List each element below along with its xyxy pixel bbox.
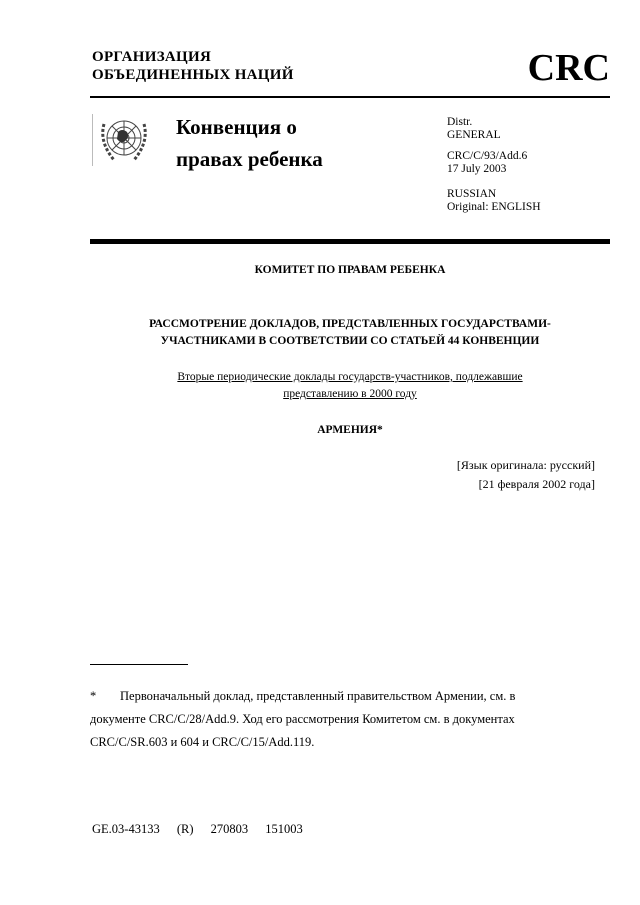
org-line-1: ОРГАНИЗАЦИЯ xyxy=(92,49,212,65)
subheading-line-1: Вторые периодические доклады государств-участников, подлежавшие xyxy=(177,371,523,383)
heading-line-1: РАССМОТРЕНИЕ ДОКЛАДОВ, ПРЕДСТАВЛЕННЫХ ГОСУДАРСТВАМИ- xyxy=(149,318,551,330)
document-symbol-large: CRC xyxy=(527,47,610,89)
heading-line-2: УЧАСТНИКАМИ В СООТВЕТСТВИИ СО СТАТЬЕЙ 44 КОНВЕНЦИИ xyxy=(160,335,540,347)
language-info xyxy=(447,188,541,214)
footer-date-2: 151003 xyxy=(265,822,303,836)
doc-symbol: CRC/C/93/Add.6 xyxy=(447,150,528,162)
thick-divider xyxy=(90,239,610,244)
header-divider xyxy=(90,96,610,98)
un-emblem-icon xyxy=(96,112,152,168)
doc-date: 17 July 2003 xyxy=(447,163,507,175)
main-heading xyxy=(90,316,610,350)
committee-heading: КОМИТЕТ ПО ПРАВАМ РЕБЕНКА xyxy=(254,264,446,276)
org-line-2: ОБЪЕДИНЕННЫХ НАЦИЙ xyxy=(92,67,294,83)
footnote-text: Первоначальный доклад, представленный правительством Армении, см. в документе CRC/C/28/Add.9. Ход его рассмотрения Комитетом см. в документах CRC/C/SR.603 и 604 и CRC/C/15/Add.119. xyxy=(90,689,516,749)
title-line-2: правах ребенка xyxy=(176,147,323,171)
logo-divider xyxy=(92,114,93,166)
original-date-note: [21 февраля 2002 года] xyxy=(478,477,595,491)
country-heading: АРМЕНИЯ* xyxy=(317,424,383,436)
original-language-note: [Язык оригинала: русский] xyxy=(456,458,595,472)
distr-label: Distr. xyxy=(447,116,473,128)
distribution xyxy=(447,116,501,142)
organization-name xyxy=(92,48,294,84)
doc-language: RUSSIAN xyxy=(447,188,497,200)
footer-date-1: 270803 xyxy=(210,822,249,836)
subheading xyxy=(90,369,610,403)
job-number: GE.03-43133 xyxy=(92,822,160,836)
footnote xyxy=(90,685,560,754)
title-line-1: Конвенция о xyxy=(176,115,297,139)
footnote-marker: * xyxy=(90,689,97,703)
doc-info xyxy=(447,150,527,176)
distr-value: GENERAL xyxy=(447,129,501,141)
footer-language: (R) xyxy=(176,822,194,836)
original-language: Original: ENGLISH xyxy=(447,201,541,213)
document-footer xyxy=(92,822,317,837)
footnote-divider xyxy=(90,664,188,665)
subheading-line-2: представлению в 2000 году xyxy=(283,388,417,400)
